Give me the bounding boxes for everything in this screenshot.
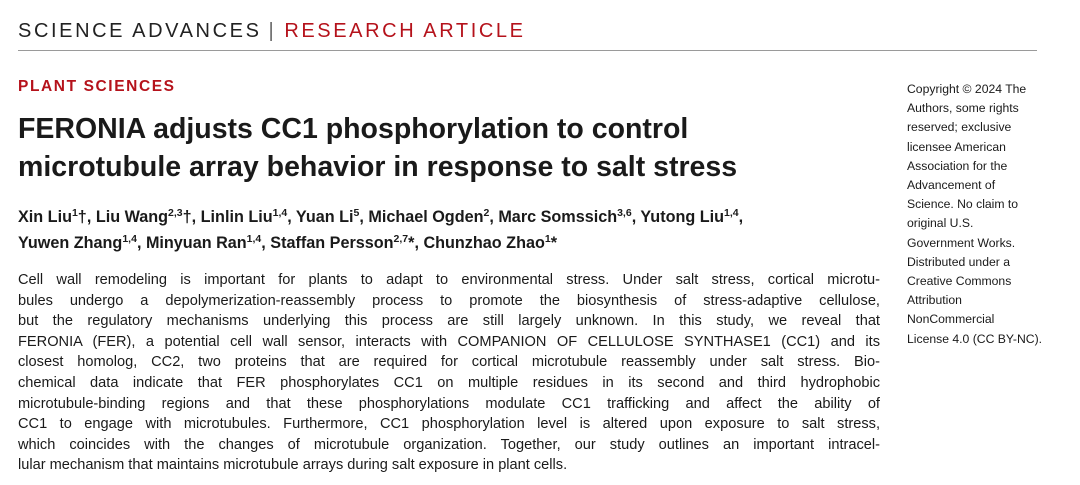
abstract-line: CC1 to engage with microtubules. Furthermore, CC1 phosphorylation level is altered upon exposure to salt stress,	[18, 416, 880, 433]
author[interactable]	[18, 234, 137, 252]
copyright-line: Distributed under a	[907, 254, 1010, 269]
abstract-line: FERONIA (FER), a potential cell wall sensor, interacts with COMPANION OF CELLULOSE SYNTHASE1 (CC1) and its	[18, 333, 880, 350]
author-name: Michael Ogden	[368, 208, 484, 226]
copyright-line: NonCommercial	[907, 312, 995, 327]
article-title	[18, 110, 848, 186]
author-name: Staffan Persson	[270, 234, 394, 252]
abstract-line: Cell wall remodeling is important for plants to adapt to environmental stress. Under salt stress, cortical microtu-	[18, 272, 880, 288]
author-affiliation: 5	[353, 207, 360, 219]
author-mark: †	[182, 208, 192, 226]
author-affiliation: 2,7	[393, 233, 409, 245]
author-name: Yuwen Zhang	[18, 234, 123, 252]
author[interactable]	[498, 208, 631, 226]
copyright-line: Authors, some rights	[907, 101, 1019, 116]
author[interactable]	[368, 208, 489, 226]
author-affiliation: 1,4	[272, 207, 288, 219]
author-mark: †	[77, 208, 87, 226]
author-affiliation: 1,4	[246, 233, 262, 245]
copyright-line: Association for the	[907, 158, 1008, 173]
author-affiliation: 2,3	[168, 207, 183, 219]
author-affiliation: 1,4	[724, 207, 739, 219]
author[interactable]	[146, 234, 261, 252]
article-type: RESEARCH ARTICLE	[284, 20, 526, 42]
author[interactable]	[201, 208, 288, 226]
copyright-line: Copyright © 2024 The	[907, 82, 1027, 96]
copyright-line: reserved; exclusive	[907, 120, 1012, 135]
abstract-line: lular mechanism that maintains microtubule arrays during salt exposure in plant cells.	[18, 457, 568, 474]
author-name: Yuan Li	[295, 208, 354, 226]
author-name: Marc Somssich	[498, 208, 618, 226]
copyright-line: Science. No claim to	[907, 197, 1019, 212]
author-name: Liu Wang	[95, 208, 169, 226]
author-mark: *	[408, 234, 415, 252]
abstract-line: chemical data indicate that FER phosphorylates CC1 on multiple residues in its second and third hydrophobic	[18, 374, 880, 391]
author-name: Linlin Liu	[200, 208, 273, 226]
copyright-line: licensee American	[907, 139, 1006, 154]
journal-header	[18, 20, 526, 46]
author-affiliation: 3,6	[617, 207, 632, 219]
author-affiliation: 1	[544, 233, 551, 245]
abstract-line: which coincides with the changes of microtubule organization. Together, our study outlines an important intracel-	[18, 436, 880, 453]
header-divider: |	[268, 20, 277, 42]
author[interactable]	[96, 208, 192, 226]
copyright-line: Government Works.	[907, 235, 1016, 250]
abstract	[18, 270, 880, 476]
abstract-line: but the regulatory mechanisms underlying this process are still largely unknown. In this study, we reveal that	[18, 313, 880, 330]
author-name: Chunzhao Zhao	[423, 234, 545, 252]
copyright-line: Advancement of	[907, 178, 996, 193]
journal-name: SCIENCE ADVANCES	[18, 20, 262, 42]
author[interactable]	[640, 208, 738, 226]
author-list: Xin Liu$^1$†, Liu Wang$^{2,3}$†, Linlin Liu$^{1,4}$, Yuan Li$^5$, Michael Ogden$^2$, Marc Somssich$^{3,6}$, Yutong Liu$^{1,4}$, Yuwen Zhang$^{1,4}$, Minyuan Ran$^{1,4}$, Staffan Persson$^{2,7}$*, Chunzhao Zhao$^1$*	[18, 207, 744, 252]
copyright-line: Creative Commons	[907, 274, 1012, 289]
copyright-line: Attribution	[907, 293, 962, 308]
author-name: Xin Liu	[18, 208, 72, 226]
section-label: PLANT SCIENCES	[18, 78, 176, 95]
author-name: Minyuan Ran	[145, 234, 247, 252]
copyright-notice	[907, 80, 1067, 349]
copyright-line: License 4.0 (CC BY-NC).	[907, 331, 1043, 346]
author[interactable]	[18, 208, 87, 226]
author-affiliation: 2	[483, 207, 490, 219]
title-line: microtubule array behavior in response to salt stress	[18, 151, 738, 183]
header-rule	[18, 50, 1037, 51]
author-affiliation: 1,4	[122, 233, 137, 245]
abstract-line: bules undergo a depolymerization-reassembly process to promote the biosynthesis of stress-adaptive cellulose,	[18, 292, 880, 309]
abstract-line: closest homolog, CC2, two proteins that are required for cortical microtubule reassembly under salt stress. Bio-	[18, 354, 880, 371]
title-line: FERONIA adjusts CC1 phosphorylation to control	[18, 113, 689, 145]
abstract-line: microtubule-binding regions and that these phosphorylations modulate CC1 trafficking and affect the ability of	[18, 395, 880, 412]
author-affiliation: 1	[71, 207, 78, 219]
author[interactable]	[423, 234, 557, 252]
author-mark: *	[550, 234, 557, 252]
copyright-line: original U.S.	[907, 216, 974, 231]
author[interactable]	[296, 208, 359, 226]
author[interactable]	[270, 234, 414, 252]
author-name: Yutong Liu	[640, 208, 725, 226]
